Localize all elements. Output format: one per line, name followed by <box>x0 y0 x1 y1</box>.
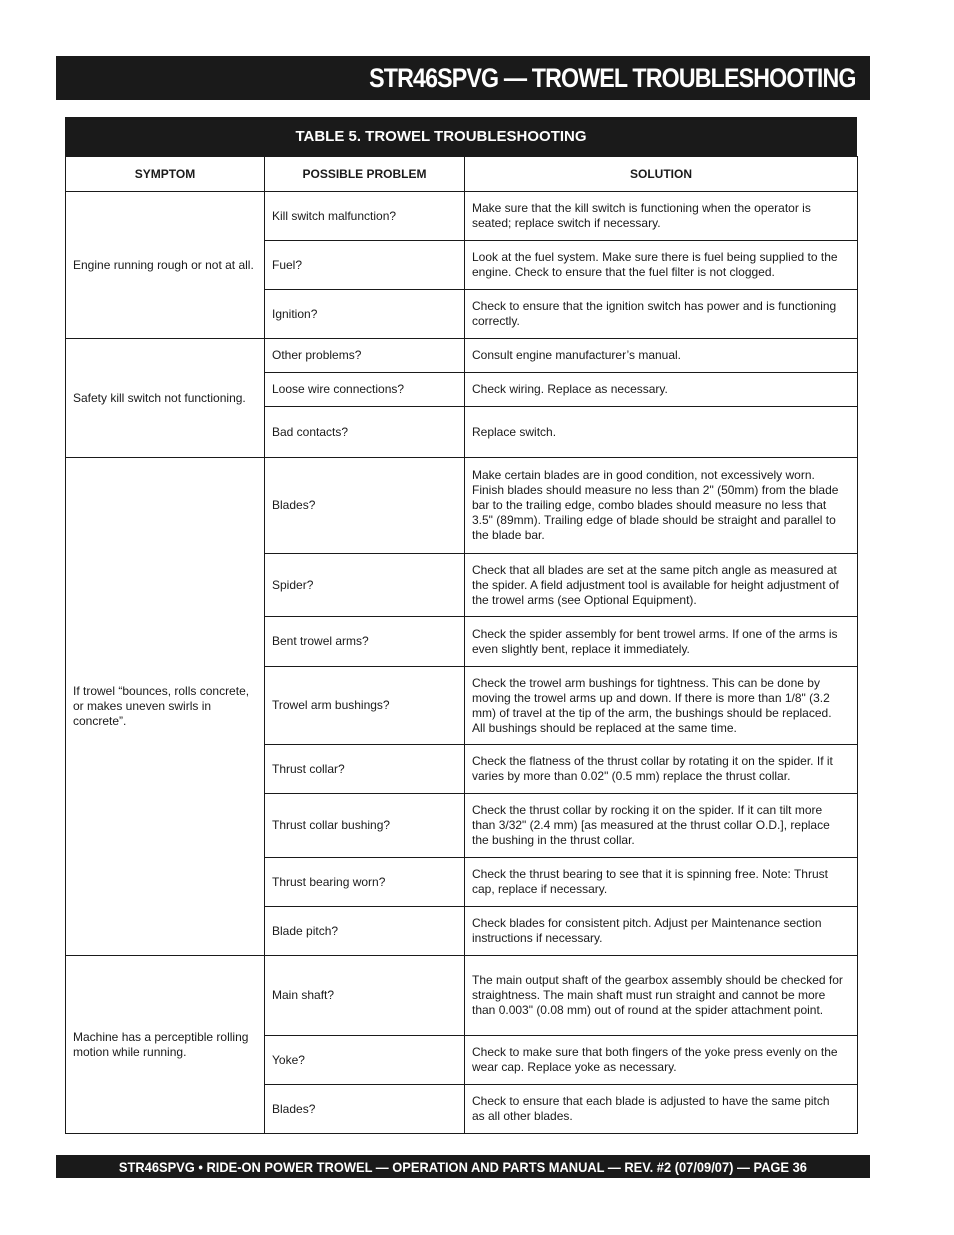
symptom-cell: Machine has a perceptible rolling motion while running. <box>66 956 265 1134</box>
troubleshooting-table-container <box>65 117 857 1134</box>
problem-cell: Blades? <box>265 1085 465 1134</box>
problem-cell: Bad contacts? <box>265 407 465 458</box>
column-header-solution: SOLUTION <box>465 157 858 192</box>
symptom-cell: Engine running rough or not at all. <box>66 192 265 339</box>
solution-cell: Check the flatness of the thrust collar by rotating it on the spider. If it varies by more than 0.02" (0.5 mm) replace the thrust collar. <box>465 745 858 794</box>
solution-cell: Check the thrust bearing to see that it is spinning free. Note: Thrust cap, replace if necessary. <box>465 858 858 907</box>
problem-cell: Other problems? <box>265 339 465 373</box>
table-row <box>66 192 858 241</box>
solution-cell: Check to ensure that the ignition switch has power and is functioning correctly. <box>465 290 858 339</box>
page-footer-bar <box>56 1155 870 1178</box>
troubleshooting-table <box>65 156 858 1134</box>
solution-cell: Check the trowel arm bushings for tightness. This can be done by moving the trowel arms up and down. If there is more than 1/8" (3.2 mm) of travel at the tip of the arm, the bushings should be replaced. All bushings should be replaced at the same time. <box>465 667 858 745</box>
problem-cell: Bent trowel arms? <box>265 617 465 667</box>
table-row <box>66 458 858 554</box>
table-header-row <box>66 157 858 192</box>
problem-cell: Ignition? <box>265 290 465 339</box>
solution-cell: Check that all blades are set at the same pitch angle as measured at the spider. A field adjustment tool is available for height adjustment of the trowel arms (see Optional Equipment). <box>465 554 858 617</box>
solution-cell: Make certain blades are in good condition, not excessively worn. Finish blades should measure no less than 2" (50mm) from the blade bar to the trailing edge, combo blades should measure no less that 3.5" (89mm). Trailing edge of blade should be straight and parallel to the blade bar. <box>465 458 858 554</box>
problem-cell: Fuel? <box>265 241 465 290</box>
problem-cell: Blade pitch? <box>265 907 465 956</box>
problem-cell: Kill switch malfunction? <box>265 192 465 241</box>
solution-cell: Make sure that the kill switch is functioning when the operator is seated; replace switch if necessary. <box>465 192 858 241</box>
symptom-cell: Safety kill switch not functioning. <box>66 339 265 458</box>
table-row <box>66 339 858 373</box>
column-header-symptom: SYMPTOM <box>66 157 265 192</box>
problem-cell: Main shaft? <box>265 956 465 1036</box>
solution-cell: Check to ensure that each blade is adjusted to have the same pitch as all other blades. <box>465 1085 858 1134</box>
page-header-bar <box>56 56 870 100</box>
problem-cell: Thrust bearing worn? <box>265 858 465 907</box>
solution-cell: Consult engine manufacturer’s manual. <box>465 339 858 373</box>
problem-cell: Loose wire connections? <box>265 373 465 407</box>
page-title: STR46SPVG — TROWEL TROUBLESHOOTING <box>369 62 856 93</box>
solution-cell: Check blades for consistent pitch. Adjust per Maintenance section instructions if necessary. <box>465 907 858 956</box>
symptom-cell: If trowel “bounces, rolls concrete, or makes uneven swirls in concrete”. <box>66 458 265 956</box>
solution-cell: Check wiring. Replace as necessary. <box>465 373 858 407</box>
table-caption: TABLE 5. TROWEL TROUBLESHOOTING <box>65 117 857 156</box>
problem-cell: Spider? <box>265 554 465 617</box>
problem-cell: Thrust collar bushing? <box>265 794 465 858</box>
solution-cell: Replace switch. <box>465 407 858 458</box>
page-footer-text: STR46SPVG • RIDE-ON POWER TROWEL — OPERATION AND PARTS MANUAL — REV. #2 (07/09/07) — PAGE 36 <box>118 1158 807 1175</box>
solution-cell: Check the thrust collar by rocking it on the spider. If it can tilt more than 3/32" (2.4 mm) [as measured at the thrust collar O.D.], replace the bushing in the thrust collar. <box>465 794 858 858</box>
problem-cell: Trowel arm bushings? <box>265 667 465 745</box>
problem-cell: Yoke? <box>265 1036 465 1085</box>
solution-cell: Check the spider assembly for bent trowel arms. If one of the arms is even slightly bent, replace it immediately. <box>465 617 858 667</box>
table-row <box>66 956 858 1036</box>
solution-cell: Check to make sure that both fingers of the yoke press evenly on the wear cap. Replace yoke as necessary. <box>465 1036 858 1085</box>
column-header-possible-problem: POSSIBLE PROBLEM <box>265 157 465 192</box>
solution-cell: The main output shaft of the gearbox assembly should be checked for straightness. The main shaft must run straight and cannot be more than 0.003" (0.08 mm) out of round at the spider attachment point. <box>465 956 858 1036</box>
problem-cell: Thrust collar? <box>265 745 465 794</box>
problem-cell: Blades? <box>265 458 465 554</box>
solution-cell: Look at the fuel system. Make sure there is fuel being supplied to the engine. Check to ensure that the fuel filter is not clogged. <box>465 241 858 290</box>
